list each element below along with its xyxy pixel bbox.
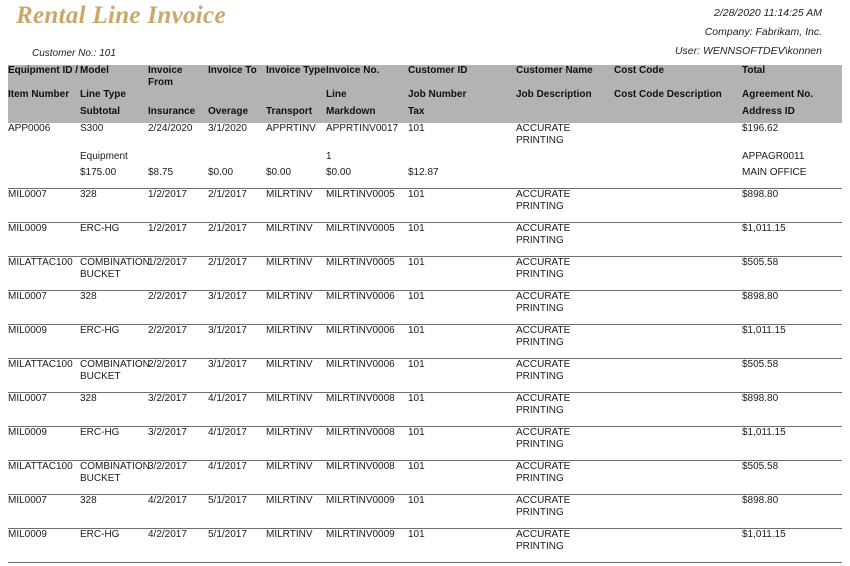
table-row-cell: MILRTINV — [266, 223, 313, 234]
table-row-cell: 1/2/2017 — [148, 189, 187, 200]
table-row — [8, 393, 842, 418]
table-row — [8, 529, 842, 554]
table-row-cell: MILRTINV0005 — [326, 189, 395, 200]
table-row-cell: 101 — [408, 325, 425, 336]
table-row — [8, 325, 842, 350]
table-row-cell: 101 — [408, 291, 425, 302]
table-row-cell: MILATTAC100 — [8, 257, 73, 268]
table-row-cell: ACCURATE PRINTING — [516, 123, 571, 146]
table-row-cell: ACCURATE PRINTING — [516, 189, 571, 212]
table-row-cell: 4/2/2017 — [148, 495, 187, 506]
table-row-detail-cell — [148, 151, 208, 163]
table-row-cell: $898.80 — [742, 495, 779, 506]
table-row-cell — [614, 393, 742, 418]
table-row-cell: MILRTINV — [266, 461, 313, 472]
table-row — [8, 223, 842, 248]
table-row-cell: MIL0009 — [8, 427, 47, 438]
table-row-cell: MIL0007 — [8, 291, 47, 302]
table-header-row-1-cell: Invoice To — [208, 65, 266, 89]
table-row-detail-cell: 1 — [326, 151, 332, 162]
table-row-cell: 2/1/2017 — [208, 223, 247, 234]
table-row-cell: MILRTINV — [266, 325, 313, 336]
table-row-cell: MILRTINV0008 — [326, 427, 395, 438]
table-row-cell: $898.80 — [742, 393, 779, 404]
table-row-cell: ERC-HG — [80, 325, 120, 336]
table-row-totals-cell: $8.75 — [148, 167, 174, 178]
table-row-cell: MILRTINV0006 — [326, 291, 395, 302]
table-row-cell: $898.80 — [742, 189, 779, 200]
table-row-cell: 101 — [408, 427, 425, 438]
table-row-cell: 3/1/2017 — [208, 325, 247, 336]
row-separator — [8, 562, 842, 563]
table-row-cell: MILRTINV0006 — [326, 359, 395, 370]
table-row-totals-cell: MAIN OFFICE — [742, 167, 807, 178]
table-header-row-2-cell — [208, 89, 266, 106]
table-row-cell: 101 — [408, 461, 425, 472]
table-row-detail-cell — [266, 151, 326, 163]
row-separator-cell — [8, 562, 842, 563]
table-row-totals-cell — [8, 167, 80, 179]
table-row — [8, 461, 842, 486]
table-row-cell: 3/1/2020 — [208, 123, 247, 134]
table-row-cell: MIL0007 — [8, 495, 47, 506]
table-row — [8, 495, 842, 520]
table-row — [8, 291, 842, 316]
table-row-cell: 101 — [408, 393, 425, 404]
row-spacer — [8, 213, 842, 222]
table-row-detail-cell — [8, 151, 80, 163]
table-row-detail-cell — [208, 151, 266, 163]
table-header-row-2-cell — [266, 89, 326, 106]
table-header-row-3-cell — [8, 106, 80, 123]
table-row-cell: ACCURATE PRINTING — [516, 461, 571, 484]
table-row-totals-cell: $0.00 — [266, 167, 292, 178]
table-row-totals-cell — [614, 167, 742, 179]
table-row-cell: $505.58 — [742, 359, 779, 370]
table-header-row-1-cell: Invoice No. — [326, 65, 408, 89]
table-row-cell: ACCURATE PRINTING — [516, 393, 571, 416]
table-row-cell: ERC-HG — [80, 223, 120, 234]
table-row-cell: 2/2/2017 — [148, 291, 187, 302]
table-header-row-2-cell: Line Type — [80, 89, 148, 106]
row-spacer — [8, 519, 842, 528]
table-header-row-3-cell: Insurance — [148, 106, 208, 123]
table-row-cell: MILATTAC100 — [8, 461, 73, 472]
table-row-cell: APP0006 — [8, 123, 51, 134]
row-spacer — [8, 315, 842, 324]
table-row-cell: MILRTINV0005 — [326, 257, 395, 268]
table-row-detail-cell — [408, 151, 516, 163]
table-row-cell — [614, 291, 742, 316]
table-header-row-1-cell: Customer Name — [516, 65, 614, 89]
table-header-row-2 — [8, 89, 842, 106]
table-row — [8, 189, 842, 214]
table-row-cell — [614, 257, 742, 282]
table-header-row-3-cell: Subtotal — [80, 106, 148, 123]
table-row-cell: $898.80 — [742, 291, 779, 302]
table-row-cell: 328 — [80, 495, 97, 506]
table-row — [8, 123, 842, 147]
table-row-cell: MILRTINV0005 — [326, 223, 395, 234]
table-header-row-1-cell: Model — [80, 65, 148, 89]
table-row-cell: $505.58 — [742, 257, 779, 268]
table-row-totals-cell: $12.87 — [408, 167, 439, 178]
table-row-totals-cell: $0.00 — [208, 167, 234, 178]
table-header-row-1-cell: Equipment ID / — [8, 65, 80, 89]
table-row-cell: ACCURATE PRINTING — [516, 529, 571, 552]
table-row-cell: MILATTAC100 — [8, 359, 73, 370]
table-header-row-3-cell: Tax — [408, 106, 516, 123]
table-row-cell: $1,011.15 — [742, 427, 786, 438]
table-row-cell: ACCURATE PRINTING — [516, 495, 571, 518]
table-header-row-1-cell: Invoice From — [148, 65, 208, 89]
row-spacer-cell — [8, 383, 842, 392]
row-spacer-cell — [8, 179, 842, 188]
table-row-cell: MILRTINV — [266, 189, 313, 200]
table-row-cell: 5/1/2017 — [208, 529, 247, 540]
table-row-cell — [614, 223, 742, 248]
row-spacer — [8, 451, 842, 460]
table-row-cell: ACCURATE PRINTING — [516, 223, 571, 246]
row-spacer-cell — [8, 349, 842, 358]
row-spacer-cell — [8, 553, 842, 562]
table-row-cell — [614, 123, 742, 147]
table-row-cell: 4/1/2017 — [208, 461, 247, 472]
table-row-cell: 2/2/2017 — [148, 325, 187, 336]
table-row-cell: ACCURATE PRINTING — [516, 427, 571, 450]
table-row-totals-cell: $0.00 — [326, 167, 352, 178]
table-row-cell: APPRTINV — [266, 123, 316, 134]
table-row-cell: ACCURATE PRINTING — [516, 257, 571, 280]
table-row-cell: $505.58 — [742, 461, 779, 472]
table-header-row-1-cell: Customer ID — [408, 65, 516, 89]
table-row-cell: ACCURATE PRINTING — [516, 325, 571, 348]
row-spacer — [8, 349, 842, 358]
row-spacer-cell — [8, 519, 842, 528]
table-row-cell: ERC-HG — [80, 529, 120, 540]
row-spacer-cell — [8, 281, 842, 290]
table-row-cell — [614, 529, 742, 554]
table-row-cell: APPRTINV0017 — [326, 123, 399, 134]
table-row-cell: $1,011.15 — [742, 325, 786, 336]
table-row-cell: 3/1/2017 — [208, 291, 247, 302]
table-row-cell: MILRTINV0008 — [326, 393, 395, 404]
table-row-cell: MILRTINV — [266, 257, 313, 268]
row-spacer-cell — [8, 485, 842, 494]
table-header-row-2-cell: Job Description — [516, 89, 614, 106]
table-row-cell — [614, 325, 742, 350]
table-row-cell: 5/1/2017 — [208, 495, 247, 506]
table-row-cell: MILRTINV — [266, 359, 313, 370]
table-row-cell: 3/2/2017 — [148, 393, 187, 404]
table-row — [8, 257, 842, 282]
table-row-cell: 3/1/2017 — [208, 359, 247, 370]
table-row-detail-cell: APPAGR0011 — [742, 151, 805, 162]
table-header-row-1-cell: Total — [742, 65, 842, 89]
table-row-cell: 101 — [408, 529, 425, 540]
table-header-row-3-cell — [614, 106, 742, 123]
table-row-cell: MIL0009 — [8, 529, 47, 540]
table-row-cell — [614, 461, 742, 486]
report-company: Company: Fabrikam, Inc. — [704, 26, 822, 38]
table-row-cell: MILRTINV0009 — [326, 495, 395, 506]
table-row-cell: 328 — [80, 393, 97, 404]
table-header-row-2-cell: Cost Code Description — [614, 89, 742, 106]
page-title: Rental Line Invoice — [16, 2, 226, 29]
table-header-row-3-cell: Overage — [208, 106, 266, 123]
table-header-row-1-cell: Cost Code — [614, 65, 742, 89]
table-header-row-2-cell — [148, 89, 208, 106]
table-row-cell: MILRTINV — [266, 495, 313, 506]
row-spacer-cell — [8, 451, 842, 460]
table-header-row-3-cell: Address ID — [742, 106, 842, 123]
row-spacer — [8, 281, 842, 290]
table-row-cell: MIL0009 — [8, 325, 47, 336]
table-row-cell: 3/2/2017 — [148, 461, 187, 472]
table-header-row-3 — [8, 106, 842, 123]
row-spacer-cell — [8, 247, 842, 256]
table-row-cell: $1,011.15 — [742, 223, 786, 234]
table-row-cell: 328 — [80, 291, 97, 302]
table-row-cell: ACCURATE PRINTING — [516, 291, 571, 314]
table-row-cell — [614, 189, 742, 214]
table-row-cell: MILRTINV0009 — [326, 529, 395, 540]
table-row-cell: 101 — [408, 495, 425, 506]
row-spacer — [8, 247, 842, 256]
row-spacer — [8, 485, 842, 494]
table-row-cell: 328 — [80, 189, 97, 200]
table-header-row-3-cell: Transport — [266, 106, 326, 123]
table-row-cell: 4/2/2017 — [148, 529, 187, 540]
table-header-row-2-cell: Line — [326, 89, 408, 106]
row-spacer — [8, 383, 842, 392]
table-row-cell: MIL0007 — [8, 189, 47, 200]
table-row-detail-cell — [614, 151, 742, 163]
table-row-cell: 2/1/2017 — [208, 189, 247, 200]
table-header-row-1 — [8, 65, 842, 89]
rental-line-invoice-table — [8, 65, 842, 563]
table-row-cell: ERC-HG — [80, 427, 120, 438]
report-user: User: WENNSOFTDEV\konnen — [674, 45, 822, 57]
table-row-cell — [614, 495, 742, 520]
table-row-cell: 1/2/2017 — [148, 257, 187, 268]
table-row-cell: 2/2/2017 — [148, 359, 187, 370]
table-row-cell: MILRTINV — [266, 393, 313, 404]
table-row-detail — [8, 151, 842, 163]
table-row-cell: ACCURATE PRINTING — [516, 359, 571, 382]
table-row-cell: 4/1/2017 — [208, 393, 247, 404]
table-row-cell: 101 — [408, 189, 425, 200]
report-timestamp: 2/28/2020 11:14:25 AM — [714, 7, 822, 19]
table-row-totals-cell: $175.00 — [80, 167, 117, 178]
table-row-cell: MILRTINV0008 — [326, 461, 395, 472]
table-header-row-2-cell: Job Number — [408, 89, 516, 106]
table-row-cell: 1/2/2017 — [148, 223, 187, 234]
table-row-cell — [614, 427, 742, 452]
table-row-cell: S300 — [80, 123, 104, 134]
table-row-cell — [614, 359, 742, 384]
table-header-row-1-cell: Invoice Type — [266, 65, 326, 89]
table-row-cell: COMBINATION BUCKET — [80, 359, 150, 382]
table-row-cell: 3/2/2017 — [148, 427, 187, 438]
table-header-row-2-cell: Agreement No. — [742, 89, 842, 106]
row-spacer — [8, 553, 842, 562]
table-row-cell: 2/1/2017 — [208, 257, 247, 268]
row-spacer-cell — [8, 315, 842, 324]
table-row-cell: COMBINATION BUCKET — [80, 461, 150, 484]
table-row-cell: 4/1/2017 — [208, 427, 247, 438]
table-row-detail-cell — [516, 151, 614, 163]
table-row-cell: 101 — [408, 257, 425, 268]
table-row-cell: MILRTINV — [266, 529, 313, 540]
table-row-detail-cell: Equipment — [80, 151, 128, 162]
table-row-cell: 101 — [408, 359, 425, 370]
table-row-cell: $1,011.15 — [742, 529, 786, 540]
table-header-row-3-cell — [516, 106, 614, 123]
table-row-totals — [8, 167, 842, 179]
report-meta — [675, 4, 822, 61]
table-row-cell: MILRTINV — [266, 291, 313, 302]
table-row-cell: MILRTINV — [266, 427, 313, 438]
table-row-cell: 2/24/2020 — [148, 123, 193, 134]
table-row-cell: MILRTINV0006 — [326, 325, 395, 336]
row-spacer — [8, 179, 842, 188]
row-spacer-cell — [8, 213, 842, 222]
table-row-cell: MIL0007 — [8, 393, 47, 404]
table-header-row-3-cell: Markdown — [326, 106, 408, 123]
row-spacer — [8, 417, 842, 426]
row-spacer-cell — [8, 417, 842, 426]
customer-number-label: Customer No.: 101 — [32, 48, 116, 59]
table-row — [8, 427, 842, 452]
table-row — [8, 359, 842, 384]
table-row-cell: 101 — [408, 123, 425, 134]
table-row-totals-cell — [516, 167, 614, 179]
table-row-cell: $196.62 — [742, 123, 779, 134]
table-row-cell: COMBINATION BUCKET — [80, 257, 150, 280]
table-row-cell: 101 — [408, 223, 425, 234]
table-header-row-2-cell: Item Number — [8, 89, 80, 106]
table-row-cell: MIL0009 — [8, 223, 47, 234]
